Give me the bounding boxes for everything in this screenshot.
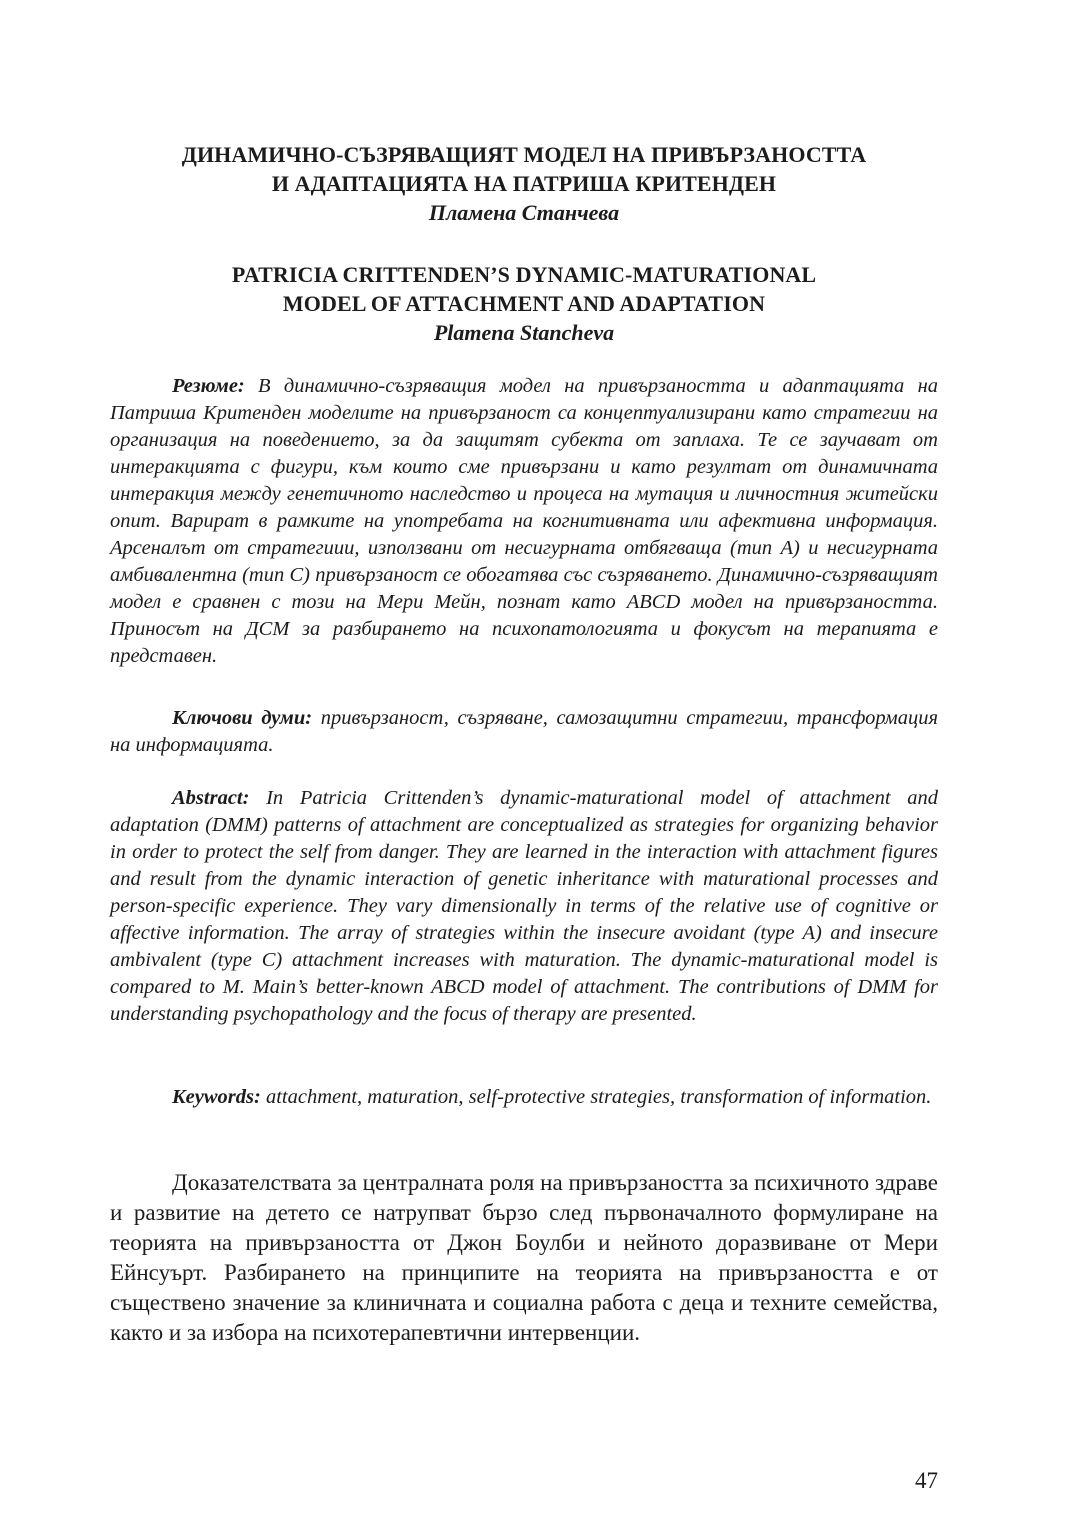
abstract-text: In Patricia Crittenden’s dynamic-maturational model of attachment and adaptation (DMM) patterns of attachment are conceptualized as strategies for organizing behavior in order to protect the self from danger. They are learned in the interaction with attachment figures and result from the dynamic interaction of genetic inheritance with maturational processes and person-specific experience. They vary dimensionally in terms of the relative use of cognitive or affective information. The array of strategies within the insecure avoidant (type A) and insecure ambivalent (type C) attachment increases with maturation. The dynamic-maturational model is compared to M. Main’s better-known ABCD model of attachment. The contributions of DMM for understanding psychopathology and the focus of therapy are presented.: [110, 787, 938, 1025]
author-en: Plamena Stancheva: [433, 320, 615, 345]
title-bg-line-1: ДИНАМИЧНО-СЪЗРЯВАЩИЯТ МОДЕЛ НА ПРИВЪРЗАНОСТТА: [181, 142, 867, 167]
article-page: [110, 0, 938, 1534]
title-en-line-1: PATRICIA CRITTENDEN’S DYNAMIC-MATURATIONAL: [231, 262, 817, 287]
title-block-english: [110, 260, 938, 347]
keywords-bg-paragraph: [110, 705, 938, 759]
keywords-bg-label: Ключови думи:: [172, 707, 313, 729]
author-bg: Пламена Станчева: [428, 200, 620, 225]
title-block-bulgarian: [110, 140, 938, 227]
title-bg-line-2: И АДАПТАЦИЯТА НА ПАТРИША КРИТЕНДЕН: [271, 171, 777, 196]
resume-paragraph: [110, 373, 938, 670]
resume-text: В динамично-съзряващия модел на привързаността и адаптацията на Патриша Критенден моделите на привързаност са концептуализирани като стратегии на организация на поведението, за да защитят субекта от заплаха. Те се заучават от интеракцията с фигури, към които сме привързани и като резултат от динамичната интеракция между генетичното наследство и процеса на мутация и личностния житейски опит. Варират в рамките на употребата на когнитивната или афективна информация. Арсеналът от стратегиии, използвани от несигурната отбягваща (тип А) и несигурната амбивалентна (тип С) привързаност се обогатява със съзряването. Динамично-съзряващият модел е сравнен с този на Мери Мейн, познат като ABCD модел на привързаността. Приносът на ДСМ за разбирането на психопатологията и фокусът на терапията е представен.: [110, 375, 938, 667]
keywords-en-text: attachment, maturation, self-protective strategies, transformation of information.: [260, 1086, 932, 1108]
keywords-en-paragraph: [110, 1084, 938, 1111]
keywords-en-label: Keywords:: [172, 1086, 261, 1108]
resume-label: Резюме:: [172, 375, 245, 397]
abstract-paragraph: [110, 785, 938, 1028]
body-paragraph: Доказателствата за централната роля на привързаността за психичното здраве и развитие на детето се натрупват бързо след първоначалното формулиране на теорията на привързаността от Джон Боулби и нейното доразвиване от Мери Ейнсуърт. Разбирането на принципите на теорията на привързаността е от съществено значение за клиничната и социална работа с деца и техните семейства, както и за избора на психотерапевтични интервенции.: [110, 1170, 938, 1345]
title-en-line-2: MODEL OF ATTACHMENT AND ADAPTATION: [282, 291, 766, 316]
abstract-label: Abstract:: [172, 787, 250, 809]
keywords-bg-text: привързаност, съзряване, самозащитни стратегии, трансформация на информацията.: [110, 707, 938, 756]
page-number: 47: [915, 1468, 938, 1493]
